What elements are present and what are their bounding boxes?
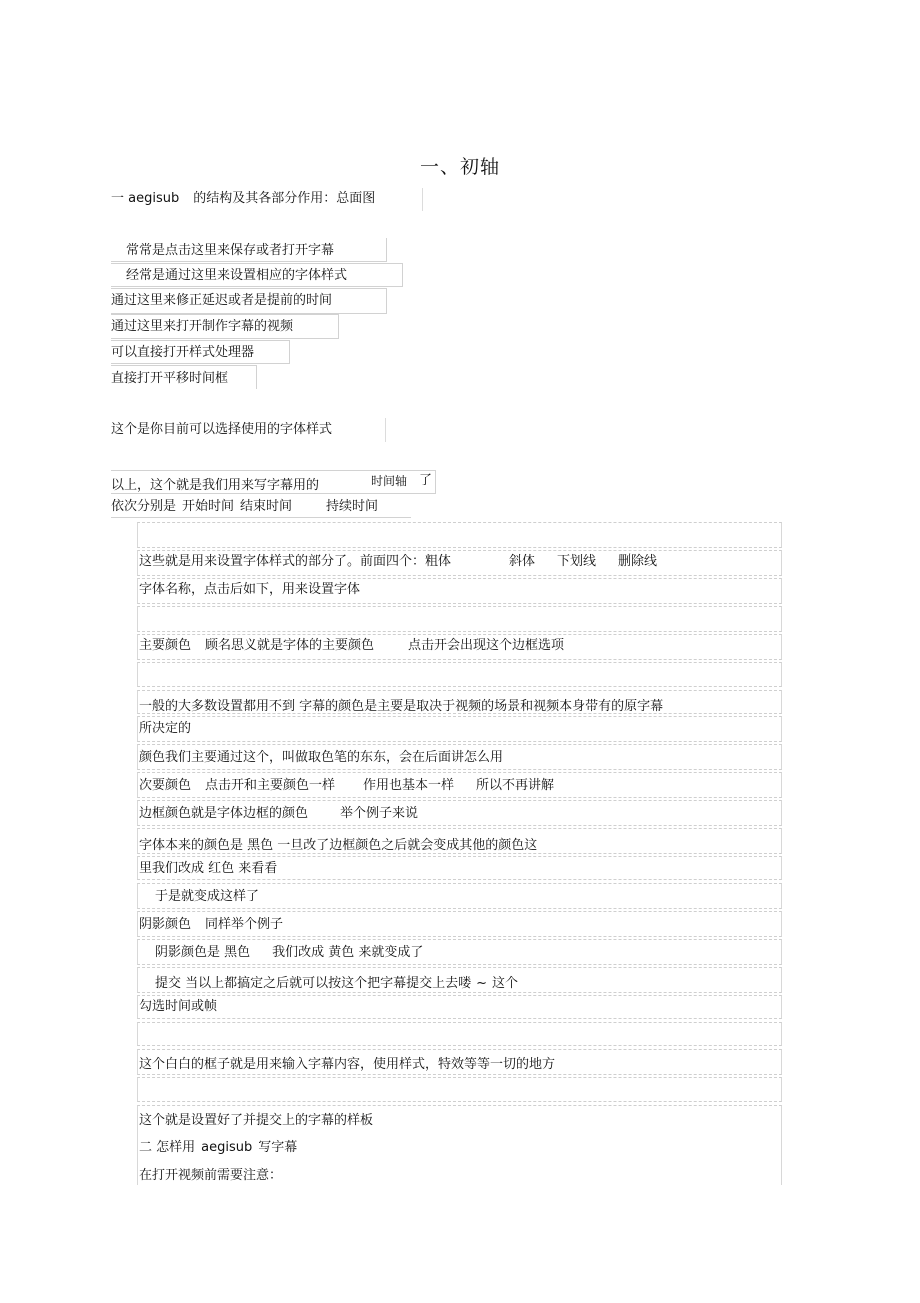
note-shift-times: 直接打开平移时间框 [111, 371, 229, 386]
note-save-open: 常常是点击这里来保存或者打开字幕 [126, 243, 335, 258]
border-example: 举个例子来说 [340, 806, 419, 821]
picker-text: 颜色我们主要通过这个，叫做取色笔的东东，会在后面讲怎么用 [139, 750, 504, 765]
blank-row [137, 1077, 782, 1102]
timeline-text: 以上，这个就是我们用来写字幕用的 [111, 478, 320, 493]
original-text: 字体本来的颜色是 黑色 一旦改了边框颜色之后就会变成其他的颜色这 [139, 838, 538, 853]
font-name-text: 字体名称，点击后如下，用来设置字体 [139, 582, 361, 597]
changed-text: 里我们改成 红色 来看看 [139, 861, 278, 876]
blank-row [137, 1022, 782, 1046]
border-text [139, 805, 418, 823]
intro-suffix: 的结构及其各部分作用：总面图 [193, 191, 376, 206]
primary-label: 主要颜色 [139, 638, 192, 653]
intro-line [111, 190, 375, 208]
row-general-cont [137, 716, 782, 742]
style-part-intro: 这些就是用来设置字体样式的部分了。前面四个：粗体 [139, 554, 452, 569]
order-text: 依次分别是 [111, 499, 177, 514]
shadow-text [139, 916, 283, 934]
shadow-example: 同样举个例子 [205, 917, 284, 932]
secondary-label: 次要颜色 [139, 778, 192, 793]
blank-row [137, 522, 782, 548]
note-text: 在打开视频前需要注意： [139, 1168, 283, 1183]
tick-text: 勾选时间或帧 [139, 999, 218, 1014]
underline-label: 下划线 [557, 554, 597, 569]
general-cont-text: 所决定的 [139, 721, 192, 736]
primary-desc: 顾名思义就是字体的主要颜色 [205, 638, 375, 653]
shadow-label: 阴影颜色 [139, 917, 192, 932]
style-part-text [139, 553, 657, 571]
section2-heading [139, 1139, 297, 1157]
note-video: 通过这里来打开制作字幕的视频 [111, 319, 294, 334]
divider [385, 418, 386, 442]
section2-app: aegisub [201, 1140, 253, 1155]
tilde: ~ [476, 976, 488, 991]
section2-prefix: 二 怎样用 [139, 1140, 196, 1155]
general-text: 一般的大多数设置都用不到 字幕的颜色是主要是取决于视频的场景和视频本身带有的原字幕 [139, 699, 664, 714]
note-delay: 通过这里来修正延迟或者是提前的时间 [111, 293, 333, 308]
style-select-note: 这个是你目前可以选择使用的字体样式 [111, 422, 333, 437]
divider [422, 188, 423, 211]
white-box-text: 这个白白的框子就是用来输入字幕内容，使用样式，特效等等一切的地方 [139, 1057, 556, 1072]
note-style-manager: 可以直接打开样式处理器 [111, 345, 255, 360]
shadow-changed: 我们改成 黄色 来就变成了 [272, 945, 424, 960]
end-time-label: 结束时间 [240, 499, 293, 514]
blank-row [137, 662, 782, 687]
italic-label: 斜体 [509, 554, 536, 569]
page-title: 一、初轴 [419, 156, 500, 178]
strike-label: 删除线 [618, 554, 658, 569]
shadow-default: 阴影颜色是 黑色 [155, 945, 251, 960]
secondary-text [139, 777, 554, 795]
app-name: aegisub [128, 191, 180, 206]
note-style: 经常是通过这里来设置相应的字体样式 [126, 268, 348, 283]
secondary-desc: 点击开和主要颜色一样 [205, 778, 336, 793]
primary-click: 点击开会出现这个边框选项 [408, 638, 565, 653]
border-desc: 边框颜色就是字体边框的颜色 [139, 806, 309, 821]
submit-desc: 提交 当以上都搞定之后就可以按这个把字幕提交上去喽 [155, 976, 472, 991]
start-time-label: 开始时间 [182, 499, 235, 514]
sample-text: 这个就是设置好了并提交上的字幕的样板 [139, 1113, 374, 1128]
duration-label: 持续时间 [326, 499, 379, 514]
secondary-skip: 所以不再讲解 [476, 778, 555, 793]
shadow-ex-text [155, 944, 423, 962]
row-tick [137, 995, 782, 1019]
submit-text [155, 975, 518, 993]
section2-suffix: 写字幕 [258, 1140, 298, 1155]
result-text: 于是就变成这样了 [155, 889, 260, 904]
timeline-suffix: 了 [419, 473, 433, 488]
secondary-effect: 作用也基本一样 [363, 778, 455, 793]
primary-text [139, 637, 564, 655]
blank-row [137, 606, 782, 632]
intro-prefix: 一 [111, 191, 129, 206]
underline [111, 496, 411, 518]
timeline-label: 时间轴 [371, 474, 408, 488]
submit-this: 这个 [492, 976, 519, 991]
